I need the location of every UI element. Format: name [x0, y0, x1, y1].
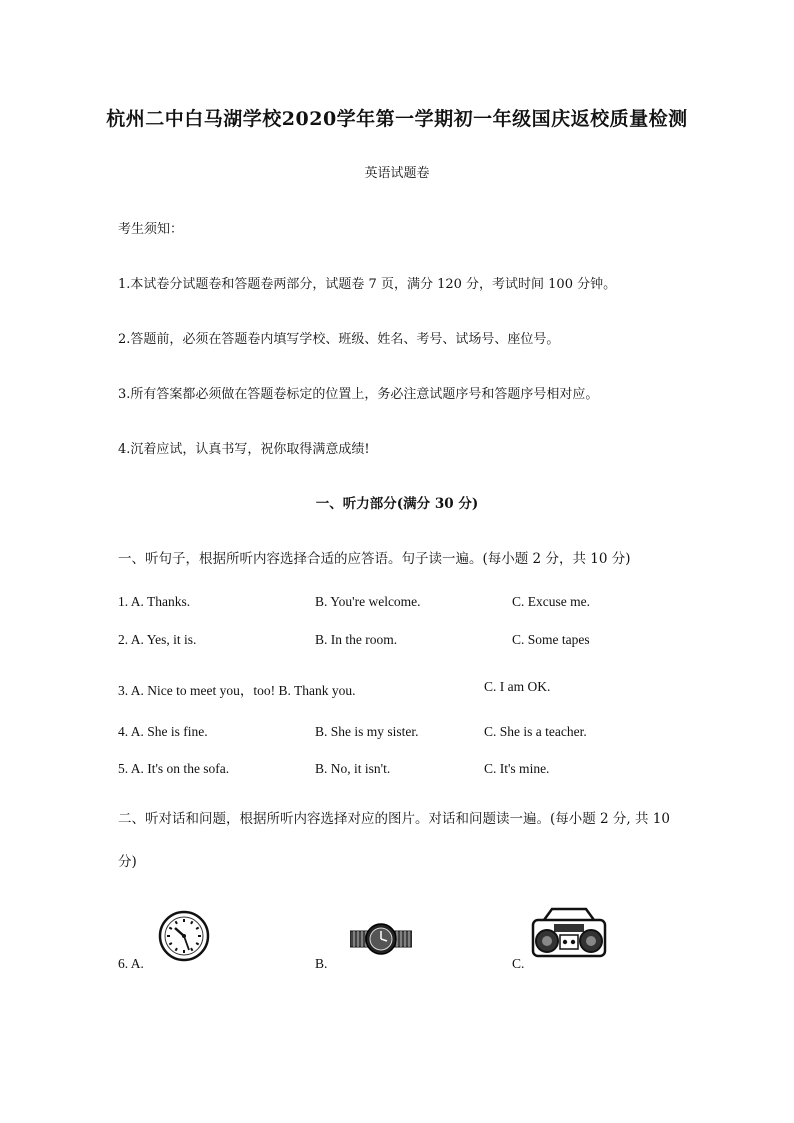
notice-item-3: 3.所有答案都必须做在答题卷标定的位置上，务必注意试题序号和答题序号相对应。 — [118, 387, 599, 402]
notice-item-1: 1.本试卷分试题卷和答题卷两部分，试题卷 7 页，满分 120 分，考试时间 100 分钟。 — [118, 277, 617, 292]
radio-picture — [530, 906, 608, 960]
part2-instruction-cont: 分) — [118, 854, 137, 870]
q2-option-c: C. Some tapes — [512, 632, 590, 647]
section-title: 一、听力部分(满分 30 分) — [315, 496, 479, 512]
q1-option-c: C. Excuse me. — [512, 594, 590, 609]
q4-option-b: B. She is my sister. — [315, 724, 419, 739]
q4-option-c: C. She is a teacher. — [484, 724, 587, 739]
page-subtitle: 英语试题卷 — [364, 166, 430, 181]
page-title: 杭州二中白马湖学校2020学年第一学期初一年级国庆返校质量检测 — [106, 108, 688, 130]
watch-picture — [350, 922, 412, 956]
q1-option-a: 1. A. Thanks. — [118, 594, 191, 609]
q5-option-a: 5. A. It's on the sofa. — [118, 761, 230, 776]
q1-option-b: B. You're welcome. — [315, 594, 421, 609]
q6-option-a: 6. A. — [118, 956, 144, 971]
notice-item-2: 2.答题前，必须在答题卷内填写学校、班级、姓名、考号、试场号、座位号。 — [118, 332, 560, 347]
part2-instruction: 二、听对话和问题，根据所听内容选择对应的图片。对话和问题读一遍。(每小题 2 分, 共 10 — [118, 811, 670, 827]
q5-option-c: C. It's mine. — [484, 761, 550, 776]
q2-option-b: B. In the room. — [315, 632, 398, 647]
q3-option-a: 3. A. Nice to meet you，too! B. Thank you. — [118, 683, 356, 698]
clock-picture — [158, 910, 210, 962]
q6-option-b: B. — [315, 956, 328, 971]
q5-option-b: B. No, it isn't. — [315, 761, 391, 776]
notice-item-4: 4.沉着应试，认真书写，祝你取得满意成绩! — [118, 442, 370, 457]
q4-option-a: 4. A. She is fine. — [118, 724, 208, 739]
q6-option-c: C. — [512, 956, 525, 971]
part1-instruction: 一、听句子，根据所听内容选择合适的应答语。句子读一遍。(每小题 2 分，共 10 分) — [118, 551, 631, 567]
q3-option-c: C. I am OK. — [484, 679, 551, 694]
notice-heading: 考生须知： — [118, 222, 184, 237]
q2-option-a: 2. A. Yes, it is. — [118, 632, 197, 647]
